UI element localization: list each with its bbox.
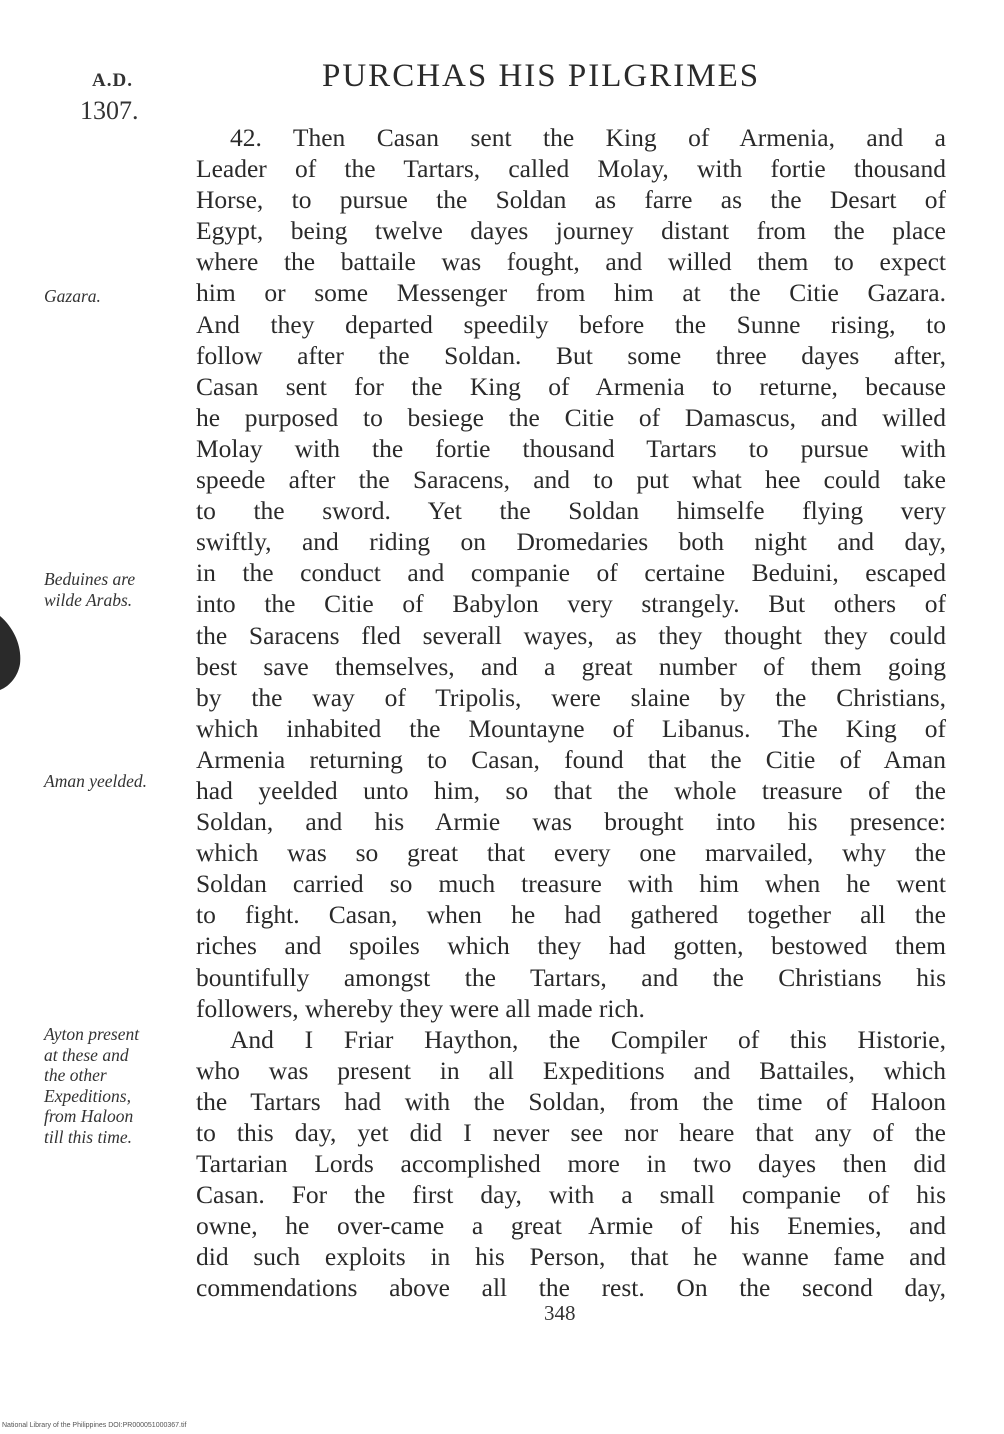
margin-note-line: at these and xyxy=(44,1044,129,1065)
era-label: A.D. xyxy=(92,70,133,91)
margin-note-line: Aman yeelded. xyxy=(44,771,148,791)
margin-note-ayton xyxy=(44,1024,139,1147)
body-line: follow after the Soldan. But some three dayes after, xyxy=(196,340,946,370)
body-line: Armenia returning to Casan, found that the Citie of Aman xyxy=(196,744,946,774)
page-number: 348 xyxy=(544,1301,576,1325)
body-line: him or some Messenger from him at the Citie Gazara. xyxy=(196,278,946,308)
body-line: followers, whereby they were all made rich. xyxy=(196,993,645,1023)
margin-note-line: Gazara. xyxy=(44,286,101,306)
body-line: owne, he over-came a great Armie of his Enemies, and xyxy=(196,1211,946,1241)
body-line: in the conduct and companie of certaine Beduini, escaped xyxy=(196,558,946,588)
margin-note-aman xyxy=(44,771,147,792)
body-line: Horse, to pursue the Soldan as farre as the Desart of xyxy=(196,185,946,215)
body-line: Soldan carried so much treasure with him when he went xyxy=(196,869,946,899)
body-line: best save themselves, and a great number of them going xyxy=(196,651,946,681)
margin-note-gazara xyxy=(44,286,101,307)
body-line: who was present in all Expeditions and Battailes, which xyxy=(196,1055,946,1085)
body-line: which was so great that every one marvailed, why the xyxy=(196,838,946,868)
body-line: did such exploits in his Person, that he wanne fame and xyxy=(196,1242,946,1272)
body-line: And I Friar Haython, the Compiler of this Historie, xyxy=(230,1024,946,1054)
body-line: Casan sent for the King of Armenia to returne, because xyxy=(196,371,946,401)
body-line: commendations above all the rest. On the second day, xyxy=(196,1273,946,1303)
margin-note-line: the other xyxy=(44,1065,107,1085)
body-line: Casan. For the first day, with a small companie of his xyxy=(196,1180,946,1210)
body-line: Soldan, and his Armie was brought into his presence: xyxy=(196,807,946,837)
body-line: to the sword. Yet the Soldan himselfe flying very xyxy=(196,496,946,526)
body-line: the Tartars had with the Soldan, from the time of Haloon xyxy=(196,1086,946,1116)
body-line: to fight. Casan, when he had gathered together all the xyxy=(196,900,946,930)
body-line: riches and spoiles which they had gotten, bestowed them xyxy=(196,931,946,961)
margin-note-beduines xyxy=(44,569,135,610)
body-line: the Saracens fled severall wayes, as they thought they could xyxy=(196,620,946,650)
body-line: bountifully amongst the Tartars, and the Christians his xyxy=(196,962,946,992)
page-title: PURCHAS HIS PILGRIMES xyxy=(322,58,761,94)
margin-note-line: from Haloon xyxy=(44,1106,134,1126)
body-line: by the way of Tripolis, were slaine by the Christians, xyxy=(196,682,946,712)
margin-note-line: till this time. xyxy=(44,1126,132,1147)
body-line: he purposed to besiege the Citie of Damascus, and willed xyxy=(196,402,946,432)
margin-note-line: Expeditions, xyxy=(44,1085,131,1106)
year-label: 1307. xyxy=(80,96,139,125)
body-line: 42. Then Casan sent the King of Armenia, and a xyxy=(230,123,946,152)
body-line: Molay with the fortie thousand Tartars to pursue with xyxy=(196,433,946,463)
body-line: speede after the Saracens, and to put what hee could take xyxy=(196,465,946,495)
margin-note-line: wilde Arabs. xyxy=(44,589,133,610)
body-line: swiftly, and riding on Dromedaries both night and day, xyxy=(196,527,946,557)
margin-smudge-icon xyxy=(0,612,22,690)
body-line: where the battaile was fought, and willed them to expect xyxy=(196,247,946,277)
body-line: Egypt, being twelve dayes journey distant from the place xyxy=(196,216,946,246)
margin-note-line: Ayton present xyxy=(44,1024,140,1044)
scan-footer: National Library of the Philippines DOI:PR000051000367.tif xyxy=(2,1422,187,1429)
margin-note-line: Beduines are xyxy=(44,569,136,589)
body-line: Leader of the Tartars, called Molay, with fortie thousand xyxy=(196,154,946,184)
body-line: which inhabited the Mountayne of Libanus. The King of xyxy=(196,713,946,743)
body-line: And they departed speedily before the Sunne rising, to xyxy=(196,309,946,339)
body-line: into the Citie of Babylon very strangely. But others of xyxy=(196,589,946,619)
body-line: Tartarian Lords accomplished more in two dayes then did xyxy=(196,1149,946,1179)
body-line: had yeelded unto him, so that the whole treasure of the xyxy=(196,775,946,805)
body-line: to this day, yet did I never see nor heare that any of the xyxy=(196,1118,946,1147)
body-text xyxy=(196,122,946,1304)
